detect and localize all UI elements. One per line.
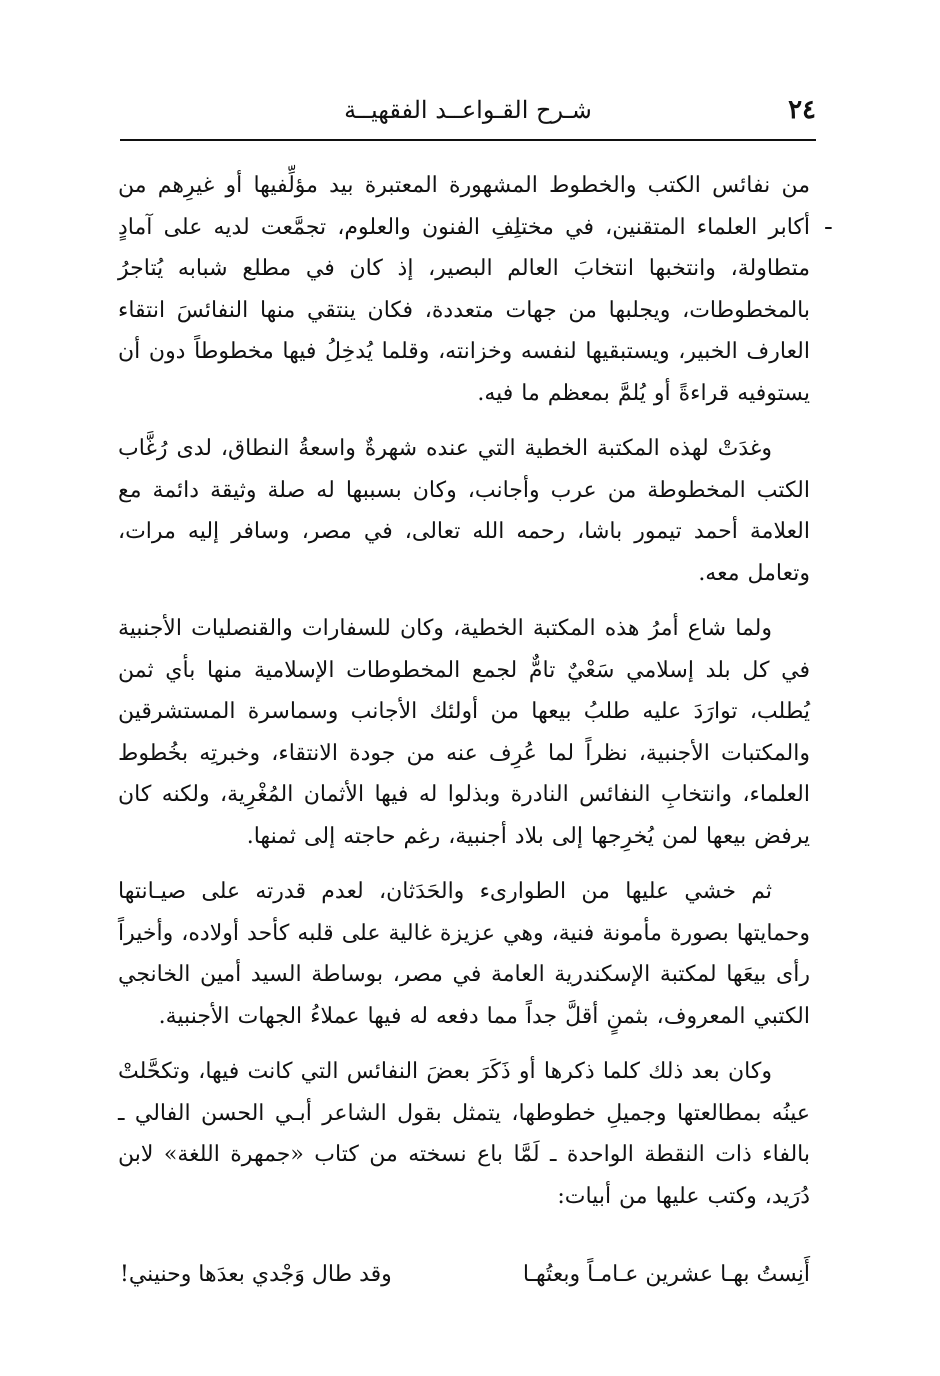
paragraph-2: وغدَتْ لهذه المكتبة الخطية التي عنده شهرةٌ واسعةُ النطاق، لدى رُغَّاب الكتب المخطوطة من عرب وأجانب، وكان بسببها له صلة وثيقة دائمة مع العلامة أحمد تيمور باشا، رحمه الله تعالى، في مصر، وسافر إليه مرات، وتعامل معه. xyxy=(118,436,810,586)
page-header xyxy=(120,92,816,132)
paragraph-1: من نفائس الكتب والخطوط المشهورة المعتبرة بيد مؤلِّفيها أو غيرِهم من أكابر العلماء المتقنين، في مختلِفِ الفنون والعلوم، تجمَّعت لديه على آمادٍ متطاولة، وانتخبها انتخابَ العالم البصير، إذ كان في مطلع شبابه يُتاجرُ بالمخطوطات، ويجلبها من جهات متعددة، فكان ينتقي منها النفائسَ انتقاء العارف الخبير، ويستبقيها لنفسه وخزانته، وقلما يُدخِلُ فيها مخطوطاً دون أن يستوفيه قراءةً أو يُلمَّ بمعظم ما فيه. xyxy=(118,173,810,406)
margin-mark: - xyxy=(824,212,833,242)
poetry-verse xyxy=(120,1253,810,1297)
running-title: شـرح القـواعــد الفقهيــة xyxy=(344,96,592,124)
paragraph-4: ثم خشي عليها من الطوارىء والحَدَثان، لعدم قدرته على صيـانتها وحمايتها بصورة مأمونة فنية، وهي عزيزة غالية على قلبه كأحد أولاده، وأخيراً رأى بيعَها لمكتبة الإسكندرية العامة في مصر، بوساطة السيد أمين الخانجي الكتبي المعروف، بثمنٍ أقلَّ جداً مما دفعه له فيها عملاءُ الجهات الأجنبية. xyxy=(118,879,810,1029)
paragraph-5: وكان بعد ذلك كلما ذكرها أو ذَكَرَ بعضَ النفائس التي كانت فيها، وتكحَّلتْ عينُه بمطالعتها وجميلِ خطوطها، يتمثل بقول الشاعر أبـي الحسن الفالي ـ بالفاء ذات النقطة الواحدة ـ لَمَّا باع نسخته من كتاب «جمهرة اللغة» لابن دُرَيد، وكتب عليها من أبيات: xyxy=(118,1059,810,1209)
paragraph-3: ولما شاع أمرُ هذه المكتبة الخطية، وكان للسفارات والقنصليات الأجنبية في كل بلد إسلامي سَعْيٌ تامٌّ لجمع المخطوطات الإسلامية منها بأي ثمن يُطلب، توارَدَ عليه طلبُ بيعها من أولئك الأجانب وسماسرة المستشرقين والمكتبات الأجنبية، نظراً لما عُرِف عنه من جودة الانتقاء، وخبرتِه بخُطوط العلماء، وانتخابِ النفائس النادرة وبذلوا له فيها الأثمان المُغْرِية، ولكنه كان يرفض بيعها لمن يُخرِجها إلى بلاد أجنبية، رغم حاجته إلى ثمنها. xyxy=(118,616,810,849)
verse-second-hemistich: وقد طال وَجْدي بعدَها وحنيني! xyxy=(120,1262,392,1287)
page-number: ٢٤ xyxy=(788,95,816,125)
body-text xyxy=(118,165,810,1217)
header-rule xyxy=(120,139,816,141)
verse-first-hemistich: أَنِستُ بهـا عشرين عـامـاً وبعتُهـا xyxy=(522,1262,810,1287)
